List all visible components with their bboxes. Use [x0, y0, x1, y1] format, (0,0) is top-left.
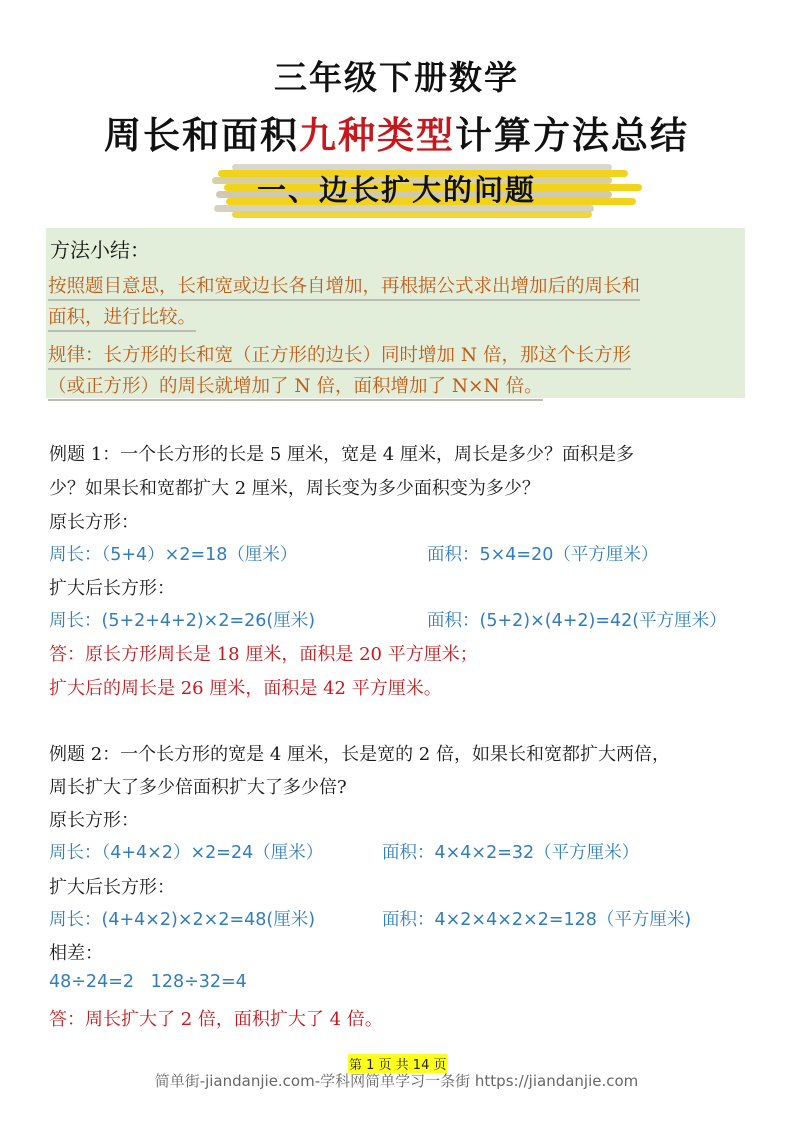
- footer-site-link[interactable]: 简单街-jiandanjie.com-学科网简单学习一条街 https://jiandanjie.com: [154, 1072, 639, 1090]
- summary-line: （或正方形）的周长就增加了 N 倍，面积增加了 N×N 倍。: [48, 372, 543, 401]
- example1-question-line1: 例题 1：一个长方形的长是 5 厘米，宽是 4 厘米，周长是多少？面积是多: [49, 444, 634, 465]
- example1-answer-line1: 答：原长方形周长是 18 厘米，面积是 20 平方厘米；: [49, 644, 478, 665]
- page-indicator: 第 1 页 共 14 页: [348, 1054, 447, 1073]
- example2-question-line1: 例题 2：一个长方形的宽是 4 厘米，长是宽的 2 倍，如果长和宽都扩大两倍，: [49, 744, 670, 765]
- section-title: 一、边长扩大的问题: [256, 173, 536, 207]
- example2-enlarged-area: 面积：4×2×4×2×2=128（平方厘米): [382, 910, 692, 930]
- example2-enlarged-label: 扩大后长方形：: [49, 877, 175, 898]
- example1-enlarged-area: 面积：(5+2)×(4+2)=42(平方厘米）: [427, 611, 727, 631]
- example2-original-label: 原长方形：: [49, 810, 139, 831]
- example2-diff-calc: 48÷24=2 128÷32=4: [49, 972, 247, 992]
- title-line2-highlight: 九种类型: [299, 113, 455, 157]
- example2-original-perimeter: 周长：（4+4×2）×2=24（厘米）: [49, 843, 324, 863]
- example1-enlarged-label: 扩大后长方形：: [49, 578, 175, 599]
- example2-original-area: 面积：4×4×2=32（平方厘米）: [382, 843, 640, 863]
- title-line2: [0, 105, 793, 159]
- example2-diff-label: 相差：: [49, 943, 103, 964]
- summary-line: 面积，进行比较。: [48, 303, 196, 332]
- example2-answer: 答：周长扩大了 2 倍，面积扩大了 4 倍。: [49, 1009, 383, 1030]
- title-line2-pre: 周长和面积: [104, 113, 299, 157]
- example1-answer-line2: 扩大后的周长是 26 厘米，面积是 42 平方厘米。: [49, 678, 442, 699]
- title-line2-post: 计算方法总结: [455, 113, 689, 157]
- example1-question-line2: 少？如果长和宽都扩大 2 厘米，周长变为多少面积变为多少？: [49, 478, 540, 499]
- example2-enlarged-perimeter: 周长：(4+4×2)×2×2=48(厘米): [49, 910, 316, 930]
- title-line1: 三年级下册数学: [274, 58, 519, 97]
- example1-original-area: 面积：5×4=20（平方厘米）: [427, 545, 659, 565]
- summary-heading: 方法小结：: [50, 238, 150, 262]
- summary-line: 规律：长方形的长和宽（正方形的边长）同时增加 N 倍，那这个长方形: [48, 341, 631, 370]
- example1-enlarged-perimeter: 周长：(5+2+4+2)×2=26(厘米): [49, 611, 316, 631]
- example1-original-label: 原长方形：: [49, 512, 139, 533]
- method-summary-box: [46, 228, 745, 398]
- example2-question-line2: 周长扩大了多少倍面积扩大了多少倍?: [49, 777, 347, 798]
- example1-original-perimeter: 周长：（5+4）×2=18（厘米）: [49, 545, 298, 565]
- summary-line: 按照题目意思，长和宽或边长各自增加，再根据公式求出增加后的周长和: [48, 272, 640, 301]
